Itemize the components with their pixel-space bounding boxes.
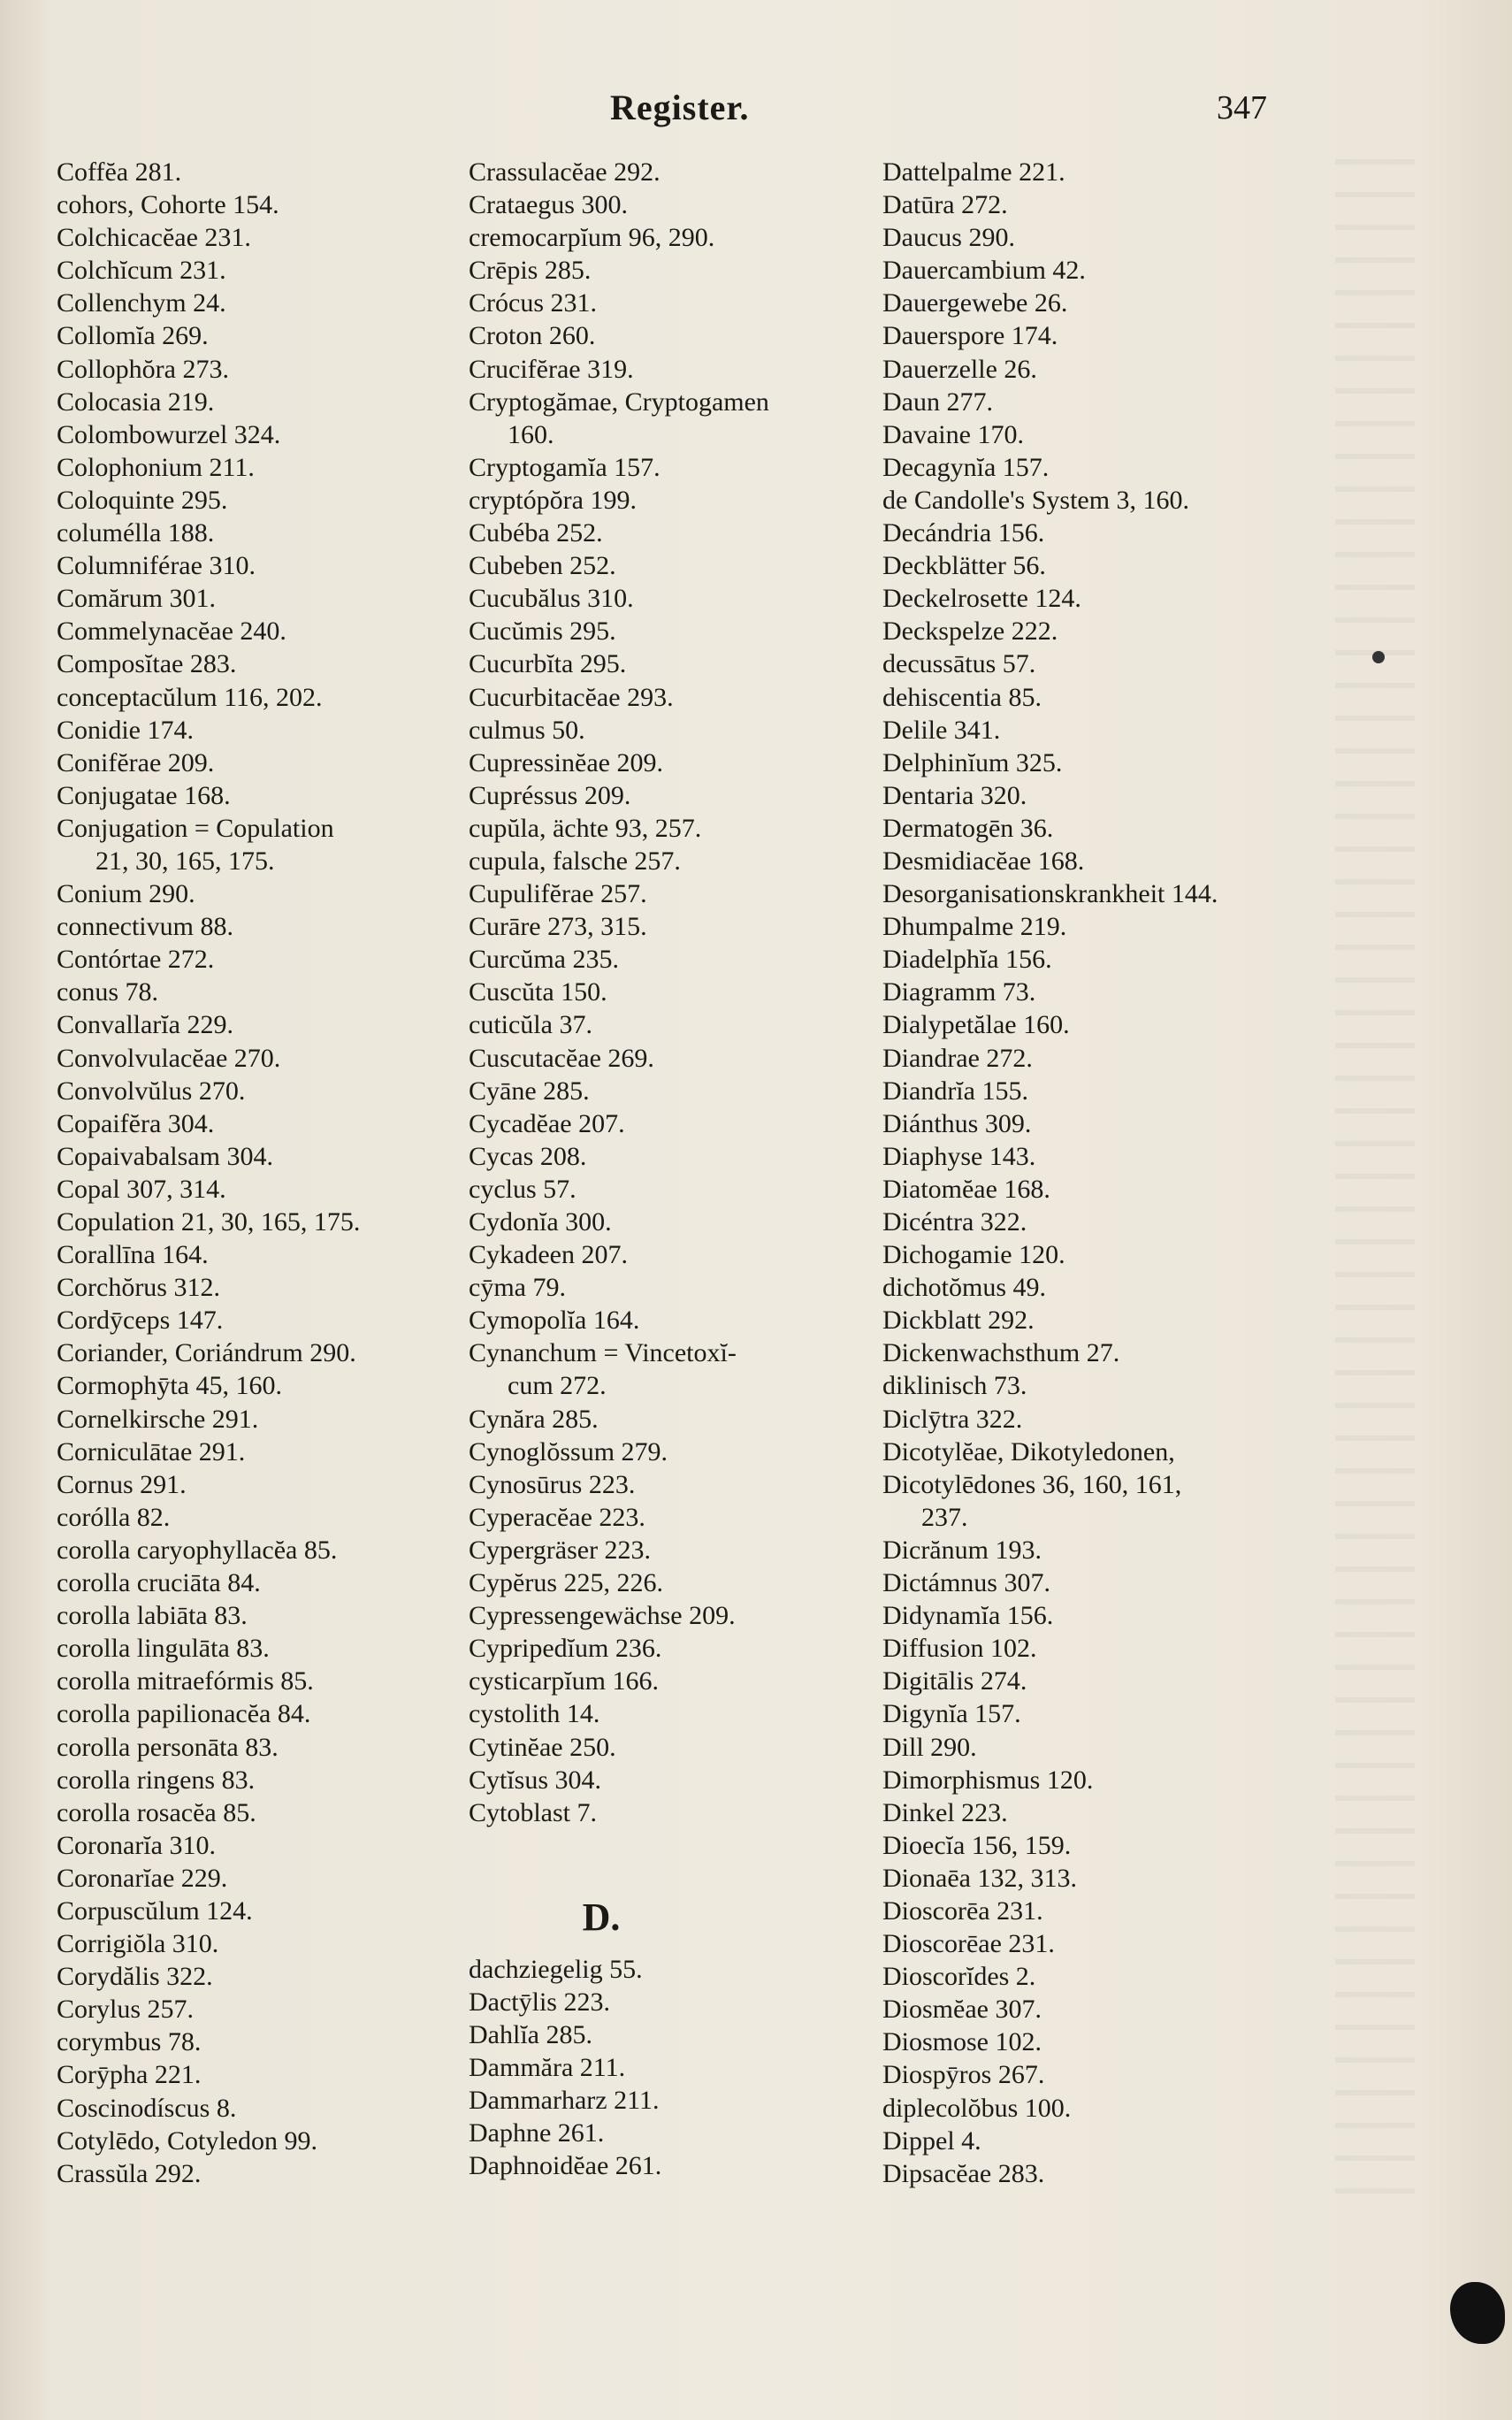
index-entry: Conjugation = Copulation bbox=[57, 813, 334, 843]
index-entry: Dialypetălae 160. bbox=[882, 1010, 1070, 1040]
index-entry: Corchŏrus 312. bbox=[57, 1273, 220, 1303]
index-entry: Dauercambium 42. bbox=[882, 256, 1086, 286]
index-entry: corolla rosacĕa 85. bbox=[57, 1797, 256, 1827]
index-entry: Dinkel 223. bbox=[882, 1797, 1008, 1827]
index-entry: Commelynacĕae 240. bbox=[57, 616, 286, 647]
index-entry: Diospȳros 267. bbox=[882, 2060, 1045, 2090]
index-entry: Crassulacĕae 292. bbox=[469, 157, 661, 187]
index-entry: Cykadeen 207. bbox=[469, 1240, 628, 1270]
index-entry: Cubeben 252. bbox=[469, 551, 616, 581]
index-column-2-bottom bbox=[469, 1953, 893, 2183]
index-entry: Comărum 301. bbox=[57, 584, 216, 614]
index-entry: Dicéntra 322. bbox=[882, 1207, 1027, 1237]
index-entry: cryptópŏra 199. bbox=[469, 485, 637, 515]
section-letter-heading: D. bbox=[582, 1895, 621, 1939]
index-entry: Cryptogamĭa 157. bbox=[469, 452, 661, 482]
index-entry: decussātus 57. bbox=[882, 649, 1036, 679]
index-entry: Cupressinĕae 209. bbox=[469, 747, 663, 777]
index-entry: Cornus 291. bbox=[57, 1469, 187, 1499]
index-entry-continuation: 21, 30, 165, 175. bbox=[95, 846, 275, 876]
index-entry: Corniculātae 291. bbox=[57, 1436, 246, 1467]
index-entry: Coronarĭae 229. bbox=[57, 1863, 228, 1893]
index-entry: Dauergewebe 26. bbox=[882, 288, 1068, 318]
index-entry: cysticarpĭum 166. bbox=[469, 1666, 659, 1696]
index-entry: Deckspelze 222. bbox=[882, 616, 1058, 647]
index-entry: Cycadĕae 207. bbox=[469, 1108, 625, 1138]
index-entry: Cytoblast 7. bbox=[469, 1797, 598, 1827]
section-gap bbox=[469, 1829, 893, 1882]
index-entry: Copaifĕra 304. bbox=[57, 1108, 215, 1138]
index-entry: Delile 341. bbox=[882, 715, 1001, 745]
index-entry: Dictámnus 307. bbox=[882, 1568, 1050, 1598]
index-entry: Cypressengewächse 209. bbox=[469, 1601, 736, 1631]
index-entry: Diosmĕae 307. bbox=[882, 1995, 1042, 2025]
index-entry: Dimorphismus 120. bbox=[882, 1765, 1094, 1795]
ink-spot bbox=[1372, 651, 1385, 663]
index-entry: Curcŭma 235. bbox=[469, 945, 619, 975]
index-entry: culmus 50. bbox=[469, 715, 585, 745]
index-entry: Cyperacĕae 223. bbox=[469, 1502, 645, 1532]
index-entry: cystolith 14. bbox=[469, 1699, 600, 1729]
index-entry: Conidie 174. bbox=[57, 715, 194, 745]
index-entry: conus 78. bbox=[57, 977, 158, 1007]
index-entry-continuation: 160. bbox=[508, 419, 554, 449]
index-entry: Digynĭa 157. bbox=[882, 1699, 1021, 1729]
index-entry: Cytĭsus 304. bbox=[469, 1765, 602, 1795]
index-entry: Desmidiacĕae 168. bbox=[882, 846, 1085, 876]
index-entry: diplecolŏbus 100. bbox=[882, 2093, 1072, 2123]
index-entry: Diánthus 309. bbox=[882, 1108, 1032, 1138]
ink-blot bbox=[1450, 2282, 1505, 2344]
index-entry: Coriander, Coriándrum 290. bbox=[57, 1338, 356, 1368]
index-entry: Copal 307, 314. bbox=[57, 1174, 226, 1204]
index-entry: Cucurbĭta 295. bbox=[469, 649, 627, 679]
index-entry: Didynamĭa 156. bbox=[882, 1601, 1054, 1631]
index-entry: Corylus 257. bbox=[57, 1995, 195, 2025]
index-entry: Colophonium 211. bbox=[57, 452, 255, 482]
index-entry: Deckblätter 56. bbox=[882, 551, 1046, 581]
index-entry-continuation: cum 272. bbox=[508, 1371, 607, 1401]
index-entry: Colchĭcum 231. bbox=[57, 256, 226, 286]
index-entry: corolla labiāta 83. bbox=[57, 1601, 248, 1631]
index-entry: Dionaēa 132, 313. bbox=[882, 1863, 1077, 1893]
index-entry: Cyāne 285. bbox=[469, 1076, 590, 1106]
index-entry: Conium 290. bbox=[57, 879, 195, 909]
index-entry: Dammăra 211. bbox=[469, 2053, 626, 2083]
index-entry: cremocarpĭum 96, 290. bbox=[469, 223, 715, 253]
index-entry: Diandrĭa 155. bbox=[882, 1076, 1028, 1106]
index-entry: dachziegelig 55. bbox=[469, 1954, 643, 1984]
index-entry: Cydonĭa 300. bbox=[469, 1207, 612, 1237]
index-entry: Cucurbitacĕae 293. bbox=[469, 682, 674, 712]
index-entry: Collenchym 24. bbox=[57, 288, 226, 318]
page-header-title: Register. bbox=[610, 88, 750, 127]
index-entry: Dill 290. bbox=[882, 1732, 977, 1762]
index-entry: Diaphyse 143. bbox=[882, 1141, 1036, 1171]
index-entry: Dicotylēdones 36, 160, 161, bbox=[882, 1469, 1182, 1499]
index-entry: Cucŭmis 295. bbox=[469, 616, 616, 647]
index-entry: Cuscŭta 150. bbox=[469, 977, 607, 1007]
index-entry: Coscinodíscus 8. bbox=[57, 2093, 237, 2123]
index-entry: cupŭla, ächte 93, 257. bbox=[469, 813, 702, 843]
index-entry: Cynăra 285. bbox=[469, 1404, 599, 1434]
index-entry: Collomĭa 269. bbox=[57, 321, 209, 351]
index-entry: corólla 82. bbox=[57, 1502, 171, 1532]
index-entry: conceptacŭlum 116, 202. bbox=[57, 682, 323, 712]
index-entry: corolla ringens 83. bbox=[57, 1765, 256, 1795]
index-entry: Convolvulacĕae 270. bbox=[57, 1043, 281, 1073]
index-entry: Cotylēdo, Cotyledon 99. bbox=[57, 2125, 317, 2156]
index-entry: Dippel 4. bbox=[882, 2125, 981, 2156]
index-entry: cȳma 79. bbox=[469, 1273, 566, 1303]
index-entry: Copaivabalsam 304. bbox=[57, 1141, 273, 1171]
index-entry: Corpuscŭlum 124. bbox=[57, 1895, 253, 1926]
index-entry: Dahlĭa 285. bbox=[469, 2019, 592, 2049]
index-entry: Corallīna 164. bbox=[57, 1240, 209, 1270]
index-entry: Cormophȳta 45, 160. bbox=[57, 1371, 282, 1401]
index-entry: Curāre 273, 315. bbox=[469, 912, 647, 942]
index-entry: Colocasia 219. bbox=[57, 387, 215, 417]
index-entry: Dammarharz 211. bbox=[469, 2086, 660, 2116]
page-number: 347 bbox=[1217, 89, 1267, 126]
index-entry: Cupréssus 209. bbox=[469, 780, 631, 810]
index-entry: Cuscutacĕae 269. bbox=[469, 1043, 654, 1073]
index-entry: Diandrae 272. bbox=[882, 1043, 1033, 1073]
index-entry: Dermatogēn 36. bbox=[882, 813, 1054, 843]
index-entry: cupula, falsche 257. bbox=[469, 846, 681, 876]
index-entry: Cordȳceps 147. bbox=[57, 1306, 224, 1336]
index-entry: Convolvŭlus 270. bbox=[57, 1076, 246, 1106]
index-entry: Dattelpalme 221. bbox=[882, 157, 1065, 187]
index-entry: Cypergräser 223. bbox=[469, 1535, 652, 1565]
index-entry: Dioscorēae 231. bbox=[882, 1929, 1055, 1959]
index-entry: Corydălis 322. bbox=[57, 1962, 213, 1992]
index-entry: Columniférae 310. bbox=[57, 551, 256, 581]
index-entry: columélla 188. bbox=[57, 518, 215, 548]
index-entry: Crócus 231. bbox=[469, 288, 597, 318]
index-entry: Coronarĭa 310. bbox=[57, 1830, 216, 1860]
index-entry: Crataegus 300. bbox=[469, 190, 628, 220]
index-entry: Colchicacĕae 231. bbox=[57, 223, 251, 253]
index-entry: Dauerzelle 26. bbox=[882, 354, 1037, 384]
index-entry: Cupulifĕrae 257. bbox=[469, 879, 647, 909]
index-entry: dichotŏmus 49. bbox=[882, 1273, 1046, 1303]
index-entry: Coffĕa 281. bbox=[57, 157, 182, 187]
index-entry: Cynosūrus 223. bbox=[469, 1469, 636, 1499]
index-entry: cuticŭla 37. bbox=[469, 1010, 592, 1040]
index-entry: de Candolle's System 3, 160. bbox=[882, 485, 1190, 515]
index-entry: Crēpis 285. bbox=[469, 256, 592, 286]
index-entry: Diosmose 102. bbox=[882, 2027, 1042, 2057]
index-entry: cohors, Cohorte 154. bbox=[57, 190, 279, 220]
index-entry: Diclȳtra 322. bbox=[882, 1404, 1023, 1434]
index-entry: Dauerspore 174. bbox=[882, 321, 1058, 351]
index-entry: Dickenwachsthum 27. bbox=[882, 1338, 1120, 1368]
index-entry: Contórtae 272. bbox=[57, 945, 215, 975]
index-entry: Dioscorēa 231. bbox=[882, 1895, 1043, 1926]
index-entry: corolla lingulāta 83. bbox=[57, 1634, 270, 1664]
index-entry: Datūra 272. bbox=[882, 190, 1008, 220]
index-entry: Dhumpalme 219. bbox=[882, 912, 1067, 942]
index-entry: Daphne 261. bbox=[469, 2118, 605, 2148]
index-entry: Dioecĭa 156, 159. bbox=[882, 1830, 1072, 1860]
index-entry: corolla cruciāta 84. bbox=[57, 1568, 261, 1598]
index-entry: Delphinĭum 325. bbox=[882, 747, 1063, 777]
index-entry: cyclus 57. bbox=[469, 1174, 577, 1204]
index-entry: Corȳpha 221. bbox=[57, 2060, 202, 2090]
index-entry: Cypĕrus 225, 226. bbox=[469, 1568, 663, 1598]
index-entry: Diffusion 102. bbox=[882, 1634, 1037, 1664]
index-entry: Dicotylĕae, Dikotyledonen, bbox=[882, 1436, 1175, 1467]
index-entry-continuation: 237. bbox=[921, 1502, 968, 1532]
index-column-2-top bbox=[469, 156, 893, 1829]
index-entry: Dipsacĕae 283. bbox=[882, 2158, 1045, 2188]
index-entry: Cryptogămae, Cryptogamen bbox=[469, 387, 769, 417]
index-column-1 bbox=[57, 156, 481, 2190]
index-entry: Deckelrosette 124. bbox=[882, 584, 1081, 614]
index-entry: Dentaria 320. bbox=[882, 780, 1027, 810]
index-entry: Daucus 290. bbox=[882, 223, 1015, 253]
index-entry: Cymopolĭa 164. bbox=[469, 1306, 640, 1336]
index-entry: connectivum 88. bbox=[57, 912, 233, 942]
index-column-3 bbox=[882, 156, 1342, 2190]
index-entry: Corrigiŏla 310. bbox=[57, 1929, 219, 1959]
index-entry: Cycas 208. bbox=[469, 1141, 587, 1171]
index-entry: Conjugatae 168. bbox=[57, 780, 231, 810]
index-entry: Daphnoidĕae 261. bbox=[469, 2151, 662, 2181]
index-entry: Cynanchum = Vincetoxĭ- bbox=[469, 1338, 737, 1368]
index-entry: Croton 260. bbox=[469, 321, 596, 351]
index-entry: Dicrănum 193. bbox=[882, 1535, 1042, 1565]
index-entry: Crassŭla 292. bbox=[57, 2158, 202, 2188]
index-entry: Collophŏra 273. bbox=[57, 354, 229, 384]
index-entry: Dickblatt 292. bbox=[882, 1306, 1035, 1336]
index-entry: Davaine 170. bbox=[882, 419, 1024, 449]
index-entry: Composĭtae 283. bbox=[57, 649, 237, 679]
index-entry: Decagynĭa 157. bbox=[882, 452, 1050, 482]
index-entry: corolla caryophyllacĕa 85. bbox=[57, 1535, 338, 1565]
index-entry: Dichogamie 120. bbox=[882, 1240, 1065, 1270]
index-entry: Digitālis 274. bbox=[882, 1666, 1027, 1696]
index-entry: Cynoglŏssum 279. bbox=[469, 1436, 668, 1467]
index-entry: Dioscorĭdes 2. bbox=[882, 1962, 1036, 1992]
index-entry: Diatomĕae 168. bbox=[882, 1174, 1050, 1204]
index-entry: corolla papilionacĕa 84. bbox=[57, 1699, 311, 1729]
index-entry: Cucubălus 310. bbox=[469, 584, 634, 614]
index-entry: corymbus 78. bbox=[57, 2027, 202, 2057]
index-entry: Cypripedĭum 236. bbox=[469, 1634, 662, 1664]
index-entry: Diadelphĭa 156. bbox=[882, 945, 1052, 975]
index-column-2 bbox=[469, 156, 893, 2182]
index-entry: Cubéba 252. bbox=[469, 518, 603, 548]
index-entry: Desorganisationskrankheit 144. bbox=[882, 879, 1218, 909]
index-entry: dehiscentia 85. bbox=[882, 682, 1042, 712]
index-entry: Coloquinte 295. bbox=[57, 485, 228, 515]
index-entry: Colombowurzel 324. bbox=[57, 419, 281, 449]
index-entry: Daun 277. bbox=[882, 387, 993, 417]
index-entry: Cornelkirsche 291. bbox=[57, 1404, 259, 1434]
index-entry: Decándria 156. bbox=[882, 518, 1045, 548]
index-entry: Cytinĕae 250. bbox=[469, 1732, 616, 1762]
index-entry: Dactȳlis 223. bbox=[469, 1987, 610, 2017]
bleed-through-shadow bbox=[1335, 159, 1415, 2194]
index-entry: Convallarĭa 229. bbox=[57, 1010, 233, 1040]
index-entry: corolla mitraefórmis 85. bbox=[57, 1666, 314, 1696]
index-entry: corolla personāta 83. bbox=[57, 1732, 279, 1762]
index-entry: diklinisch 73. bbox=[882, 1371, 1027, 1401]
index-entry: Diagramm 73. bbox=[882, 977, 1036, 1007]
index-entry: Conifĕrae 209. bbox=[57, 747, 215, 777]
index-entry: Crucifĕrae 319. bbox=[469, 354, 634, 384]
index-entry: Copulation 21, 30, 165, 175. bbox=[57, 1207, 361, 1237]
